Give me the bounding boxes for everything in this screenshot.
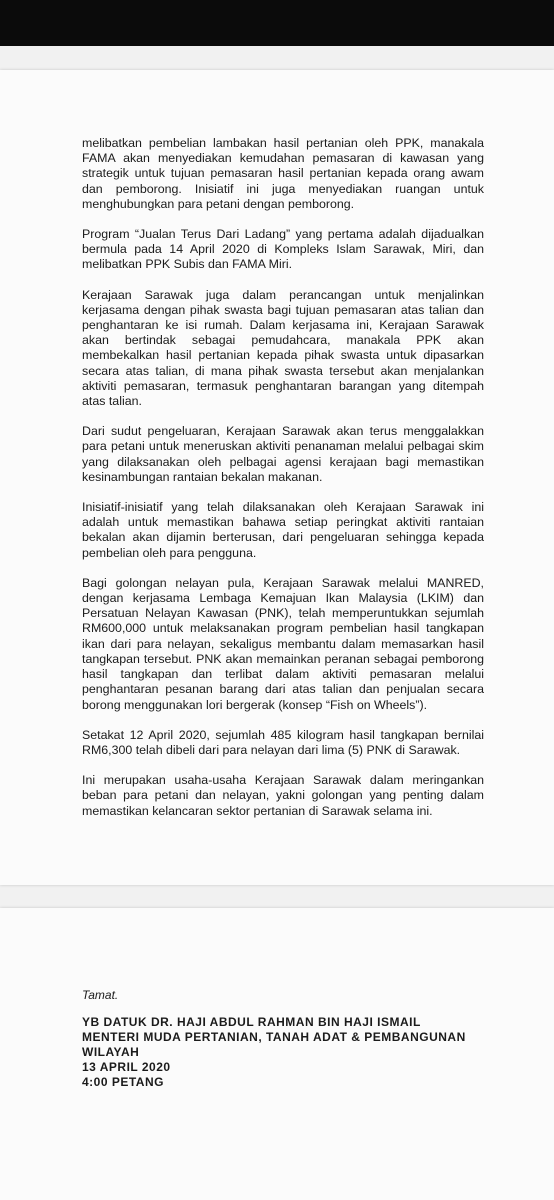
body-text bbox=[82, 136, 484, 834]
paragraph: Setakat 12 April 2020, sejumlah 485 kilogram hasil tangkapan bernilai RM6,300 telah dibeli dari para nelayan dari lima (5) PNK di Sarawak. bbox=[82, 727, 484, 757]
signatory-title: MENTERI MUDA PERTANIAN, TANAH ADAT & PEMBANGUNAN WILAYAH bbox=[82, 1030, 466, 1059]
document-page-1 bbox=[0, 70, 554, 885]
signature-block bbox=[82, 988, 502, 1090]
paragraph: melibatkan pembelian lambakan hasil pertanian oleh PPK, manakala FAMA akan menyediakan kemudahan pemasaran di kawasan yang strategik untuk tujuan pemasaran hasil pertanian kepada orang awam dan pemborong. Inisiatif ini juga menyediakan ruangan untuk menghubungkan para petani dengan pemborong. bbox=[82, 136, 484, 211]
closing-text: Tamat. bbox=[82, 988, 119, 1002]
document-page-2 bbox=[0, 908, 554, 1200]
signatory-name: YB DATUK DR. HAJI ABDUL RAHMAN BIN HAJI ISMAIL bbox=[82, 1015, 421, 1029]
signature-date: 13 APRIL 2020 bbox=[82, 1060, 171, 1074]
paragraph: Bagi golongan nelayan pula, Kerajaan Sarawak melalui MANRED, dengan kerjasama Lembaga Kemajuan Ikan Malaysia (LKIM) dan Persatuan Nelayan Kawasan (PNK), telah memperuntukkan sejumlah RM600,000 untuk melaksanakan program pembelian hasil tangkapan ikan dari para nelayan, sekaligus membantu dalam memasarkan hasil tangkapan tersebut. PNK akan memainkan peranan sebagai pemborong hasil tangkapan dan terlibat dalam aktiviti pemasaran melalui penghantaran pesanan barang dari atas talian dan penjualan secara borong menggunakan lori bergerak (konsep “Fish on Wheels”). bbox=[82, 575, 484, 712]
paragraph: Program “Jualan Terus Dari Ladang” yang pertama adalah dijadualkan bermula pada 14 April 2020 di Kompleks Islam Sarawak, Miri, dan melibatkan PPK Subis dan FAMA Miri. bbox=[82, 227, 484, 272]
signature-time: 4:00 PETANG bbox=[82, 1075, 164, 1089]
paragraph: Inisiatif-inisiatif yang telah dilaksanakan oleh Kerajaan Sarawak ini adalah untuk memastikan bahawa setiap peringkat aktiviti rantaian bekalan akan dijamin berterusan, dari pengeluaran sehingga kepada pembelian oleh para pengguna. bbox=[82, 500, 484, 560]
top-status-bar bbox=[0, 0, 554, 46]
paragraph: Kerajaan Sarawak juga dalam perancangan untuk menjalinkan kerjasama dengan pihak swasta bagi tujuan pemasaran atas talian dan penghantaran ke isi rumah. Dalam kerjasama ini, Kerajaan Sarawak akan bertindak sebagai pemudahcara, manakala PPK akan membekalkan hasil pertanian kepada pihak swasta untuk dipasarkan secara atas talian, di mana pihak swasta tersebut akan menjalankan aktiviti pemasaran, termasuk penghantaran barangan yang ditempah atas talian. bbox=[82, 287, 484, 409]
paragraph: Ini merupakan usaha-usaha Kerajaan Sarawak dalam meringankan beban para petani dan nelayan, yakni golongan yang penting dalam memastikan kelancaran sektor pertanian di Sarawak selama ini. bbox=[82, 773, 484, 818]
paragraph: Dari sudut pengeluaran, Kerajaan Sarawak akan terus menggalakkan para petani untuk meneruskan aktiviti penanaman melalui pelbagai skim yang dilaksanakan oleh pelbagai agensi kerajaan bagi memastikan kesinambungan rantaian bekalan makanan. bbox=[82, 424, 484, 484]
